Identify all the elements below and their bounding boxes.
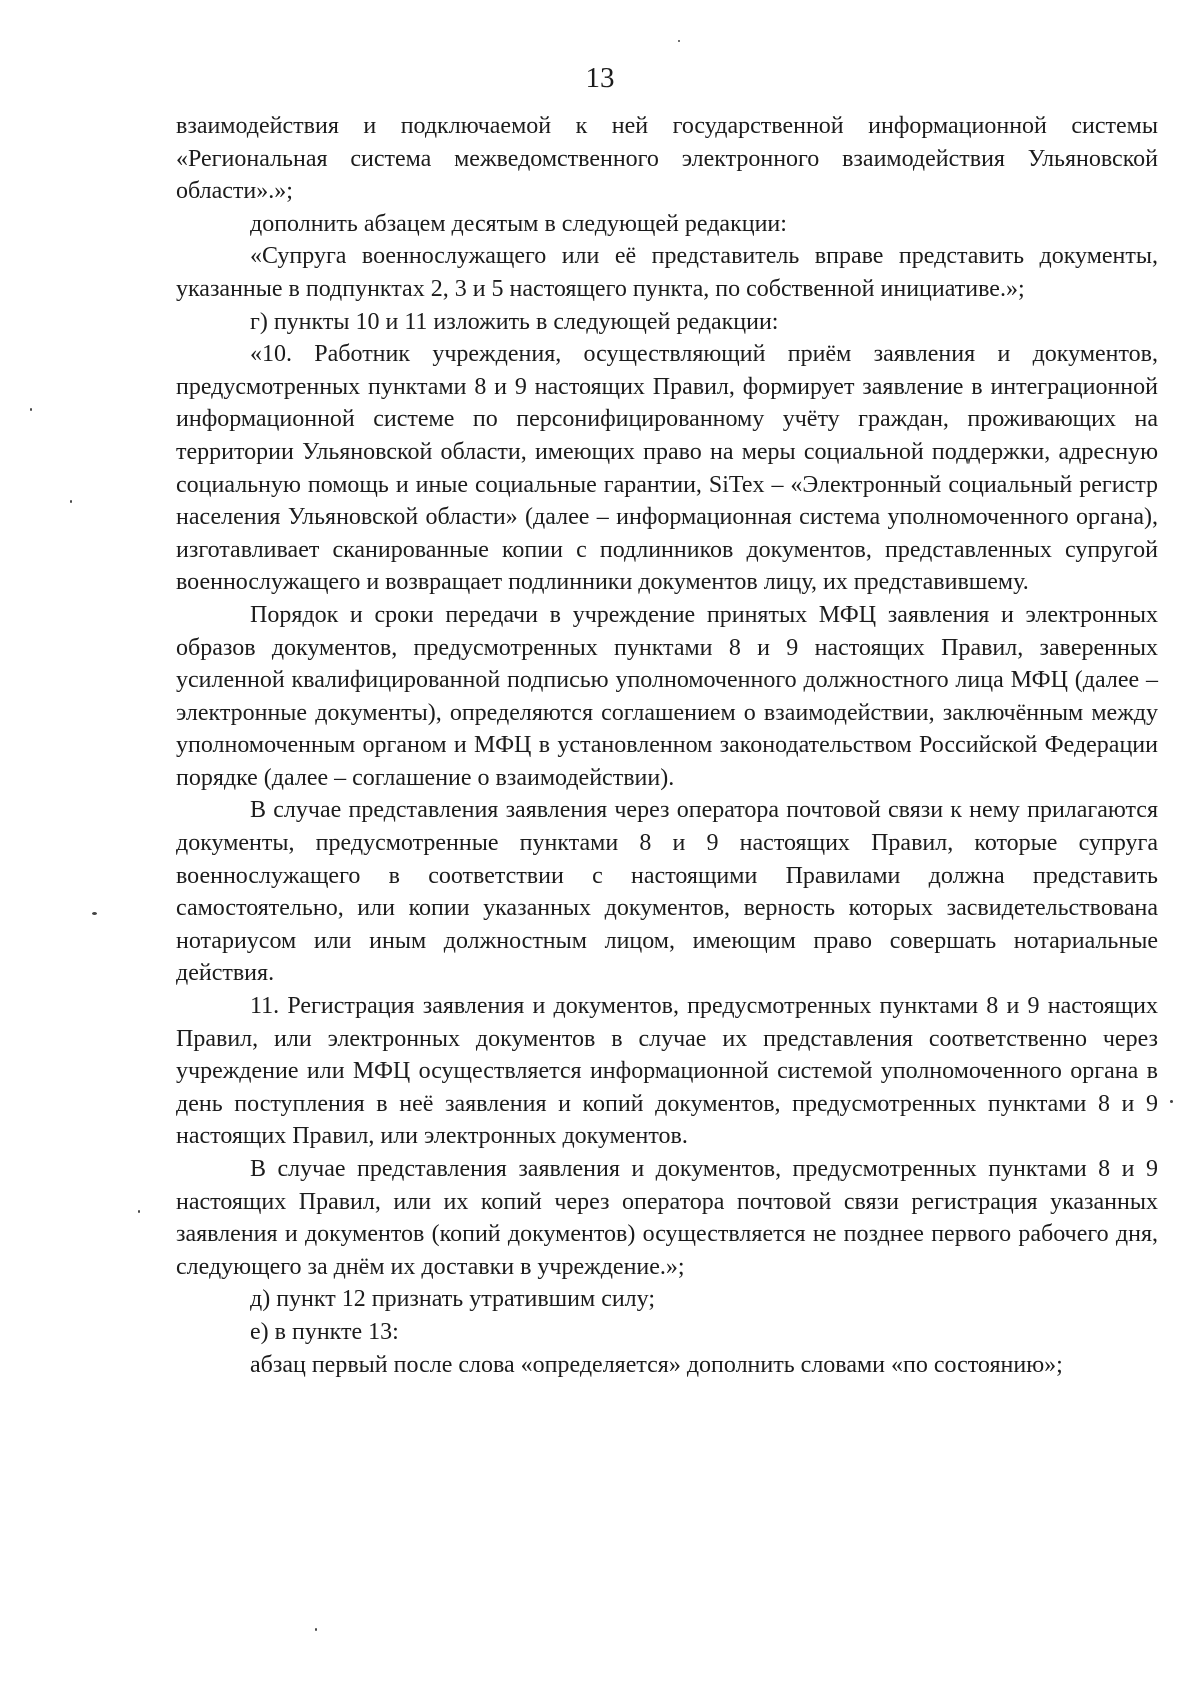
paragraph: «10. Работник учреждения, осуществляющий приём заявления и документов, предусмотренных пунктами 8 и 9 настоящих Правил, формирует заявление в интеграционной информационной системе по персонифицированному учёту граждан, проживающих на территории Ульяновской области, имеющих право на меры социальной поддержки, адресную социальную помощь и иные социальные гарантии, SiTex – «Электронный социальный регистр населения Ульяновской области» (далее – информационная система уполномоченного органа), изготавливает сканированные копии с подлинников документов, представленных супругой военнослужащего и возвращает подлинники документов лицу, их представившему.	[176, 341, 1158, 596]
paragraph: Порядок и сроки передачи в учреждение принятых МФЦ заявления и электронных образов документов, предусмотренных пунктами 8 и 9 настоящих Правил, заверенных усиленной квалифицированной подписью уполномоченного должностного лица МФЦ (далее – электронные документы), определяются соглашением о взаимодействии, заключённым между уполномоченным органом и МФЦ в установленном законодательством Российской Федерации порядке (далее – соглашение о взаимодействии).	[176, 601, 1158, 791]
paragraph: 11. Регистрация заявления и документов, предусмотренных пунктами 8 и 9 настоящих Правил, или электронных документов в случае их представления соответственно через учреждение или МФЦ осуществляется информационной системой уполномоченного органа в день поступления в неё заявления и копий документов, предусмотренных пунктами 8 и 9 настоящих Правил, или электронных документов.	[176, 993, 1158, 1150]
scan-speck	[1170, 1100, 1173, 1103]
paragraph-continuation: взаимодействия и подключаемой к ней государственной информационной системы «Региональная система межведомственного электронного взаимодействия Ульяновской области».»;	[176, 113, 1158, 205]
scan-speck	[70, 500, 72, 503]
paragraph: В случае представления заявления через оператора почтовой связи к нему прилагаются документы, предусмотренные пунктами 8 и 9 настоящих Правил, которые супруга военнослужащего в соответствии с настоящими Правилами должна представить самостоятельно, или копии указанных документов, верность которых засвидетельствована нотариусом или иным должностным лицом, имеющим право совершать нотариальные действия.	[176, 797, 1158, 987]
scan-speck	[315, 1628, 317, 1631]
paragraph: д) пункт 12 признать утратившим силу;	[250, 1286, 656, 1313]
paragraph: е) в пункте 13:	[250, 1318, 399, 1345]
paragraph: «Супруга военнослужащего или её представитель вправе представить документы, указанные в подпунктах 2, 3 и 5 настоящего пункта, по собственной инициативе.»;	[176, 243, 1158, 302]
paragraph: г) пункты 10 и 11 изложить в следующей редакции:	[250, 308, 779, 335]
paragraph: В случае представления заявления и документов, предусмотренных пунктами 8 и 9 настоящих Правил, или их копий через оператора почтовой связи регистрация указанных заявления и документов (копий документов) осуществляется не позднее первого рабочего дня, следующего за днём их доставки в учреждение.»;	[176, 1156, 1158, 1280]
document-body	[176, 110, 1158, 1381]
scan-speck	[92, 912, 97, 915]
paragraph: дополнить абзацем десятым в следующей редакции:	[250, 210, 787, 237]
page-number: 13	[585, 62, 615, 94]
scan-speck	[30, 408, 32, 411]
scan-speck	[678, 40, 680, 42]
scan-speck	[138, 1210, 140, 1213]
paragraph: абзац первый после слова «определяется» дополнить словами «по состоянию»;	[250, 1351, 1063, 1378]
